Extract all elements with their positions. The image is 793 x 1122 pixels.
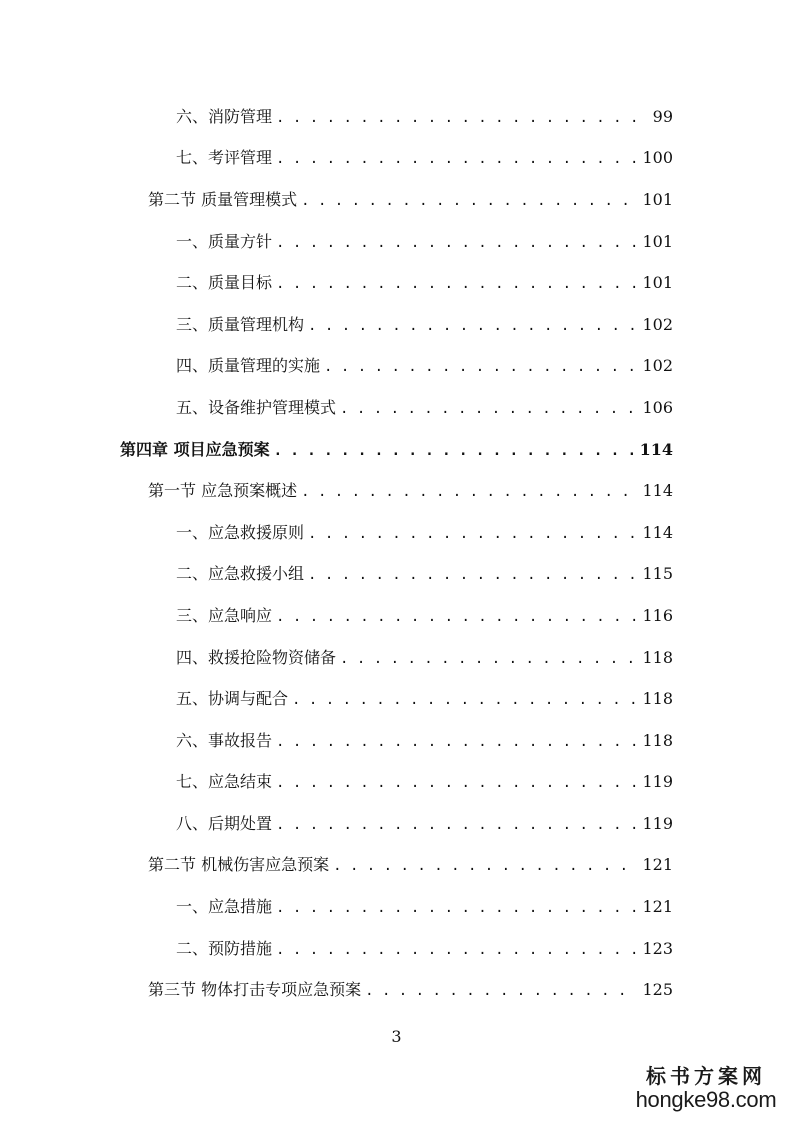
toc-chapter-entry[interactable]: [0, 429, 793, 471]
toc-entry-page: 106: [642, 397, 673, 417]
toc-dot-leader: [301, 191, 638, 211]
toc-dot-leader: [276, 108, 645, 128]
toc-dot-leader: [308, 524, 638, 544]
toc-entry[interactable]: [0, 886, 793, 928]
toc-entry-page: 114: [639, 439, 673, 459]
toc-entry-page: 101: [642, 189, 673, 209]
toc-entry[interactable]: [0, 96, 793, 138]
toc-entry[interactable]: [0, 138, 793, 180]
toc-entry-title: 四、质量管理的实施: [176, 356, 321, 376]
toc-entry-page: 118: [642, 730, 673, 750]
toc-dot-leader: [276, 233, 638, 253]
watermark-title: 标书方案网: [646, 1064, 766, 1088]
toc-entry[interactable]: [0, 554, 793, 596]
toc-entry-title: 四、救援抢险物资储备: [176, 647, 337, 667]
toc-entry-title: 二、预防措施: [176, 938, 273, 958]
toc-dot-leader: [276, 607, 638, 627]
toc-entry-title: 五、协调与配合: [176, 689, 289, 709]
toc-entry-page: 114: [642, 481, 673, 501]
toc-dot-leader: [340, 649, 638, 669]
toc-entry[interactable]: [0, 678, 793, 720]
toc-entry-title: 七、应急结束: [176, 772, 273, 792]
toc-dot-leader: [276, 898, 638, 918]
toc-entry[interactable]: [0, 387, 793, 429]
toc-entry[interactable]: [0, 262, 793, 304]
toc-entry[interactable]: [0, 637, 793, 679]
toc-entry-page: 121: [642, 855, 673, 875]
page-number: 3: [391, 1027, 402, 1046]
toc-entry[interactable]: [0, 346, 793, 388]
toc-entry[interactable]: [0, 512, 793, 554]
toc-dot-leader: [292, 690, 638, 710]
toc-dot-leader: [333, 856, 638, 876]
toc-entry[interactable]: [0, 720, 793, 762]
toc-entry[interactable]: [0, 221, 793, 263]
toc-entry-page: 101: [642, 273, 673, 293]
toc-entry-page: 119: [642, 813, 673, 833]
watermark-logo: [631, 1064, 781, 1112]
toc-dot-leader: [301, 482, 638, 502]
toc-dot-leader: [324, 357, 638, 377]
toc-entry-title: 八、后期处置: [176, 813, 273, 833]
toc-entry-page: 123: [642, 938, 673, 958]
toc-entry-title: 一、应急措施: [176, 897, 273, 917]
toc-section-entry[interactable]: [0, 179, 793, 221]
toc-entry-title: 六、消防管理: [176, 106, 273, 126]
toc-entry-title: 第一节 应急预案概述: [148, 481, 298, 501]
toc-entry-title: 六、事故报告: [176, 730, 273, 750]
toc-dot-leader: [365, 981, 638, 1001]
toc-entry-title: 第四章 项目应急预案: [120, 439, 270, 459]
toc-entry-page: 119: [642, 772, 673, 792]
toc-entry-page: 118: [642, 647, 673, 667]
table-of-contents: [0, 96, 793, 1011]
toc-entry-page: 114: [642, 522, 673, 542]
toc-section-entry[interactable]: [0, 969, 793, 1011]
toc-dot-leader: [276, 773, 638, 793]
toc-entry-page: 121: [642, 897, 673, 917]
toc-entry-title: 第二节 机械伤害应急预案: [148, 855, 330, 875]
toc-entry-title: 三、应急响应: [176, 605, 273, 625]
toc-entry[interactable]: [0, 928, 793, 970]
toc-dot-leader: [276, 815, 638, 835]
toc-entry-title: 二、质量目标: [176, 273, 273, 293]
toc-entry-title: 二、应急救援小组: [176, 564, 305, 584]
toc-dot-leader: [276, 940, 638, 960]
toc-entry-title: 第三节 物体打击专项应急预案: [148, 980, 362, 1000]
toc-entry-title: 三、质量管理机构: [176, 314, 305, 334]
toc-section-entry[interactable]: [0, 845, 793, 887]
toc-entry-page: 125: [642, 980, 673, 1000]
toc-dot-leader: [340, 399, 638, 419]
toc-entry-page: 99: [652, 106, 673, 126]
toc-entry[interactable]: [0, 304, 793, 346]
toc-dot-leader: [276, 149, 638, 169]
toc-entry-page: 102: [642, 314, 673, 334]
toc-entry-page: 102: [642, 356, 673, 376]
toc-dot-leader: [308, 316, 638, 336]
toc-entry-title: 一、质量方针: [176, 231, 273, 251]
toc-entry-title: 七、考评管理: [176, 148, 273, 168]
toc-entry[interactable]: [0, 762, 793, 804]
toc-entry[interactable]: [0, 803, 793, 845]
toc-dot-leader: [274, 441, 636, 461]
toc-entry-page: 116: [642, 605, 673, 625]
toc-dot-leader: [276, 732, 638, 752]
toc-entry-title: 五、设备维护管理模式: [176, 397, 337, 417]
toc-entry-page: 100: [642, 148, 673, 168]
toc-entry-page: 115: [642, 564, 673, 584]
toc-entry-page: 101: [642, 231, 673, 251]
toc-dot-leader: [276, 274, 638, 294]
watermark-url: hongke98.com: [635, 1087, 777, 1112]
toc-entry-title: 一、应急救援原则: [176, 522, 305, 542]
toc-section-entry[interactable]: [0, 470, 793, 512]
toc-entry-page: 118: [642, 689, 673, 709]
toc-entry-title: 第二节 质量管理模式: [148, 189, 298, 209]
toc-entry[interactable]: [0, 595, 793, 637]
toc-dot-leader: [308, 565, 638, 585]
